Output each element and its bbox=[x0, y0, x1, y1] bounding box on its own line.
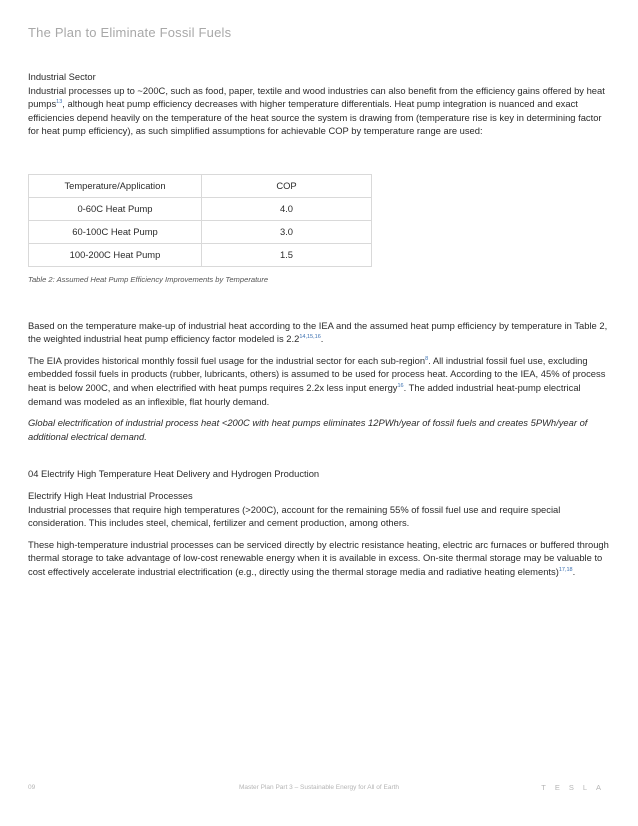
footnote-ref[interactable]: 17,18 bbox=[558, 566, 573, 573]
column-header: Temperature/Application bbox=[29, 174, 202, 197]
paragraph bbox=[28, 354, 610, 408]
footnote-ref[interactable]: 8 bbox=[425, 355, 429, 362]
table-cell: 3.0 bbox=[202, 220, 372, 243]
cop-table bbox=[28, 174, 372, 267]
paragraph bbox=[28, 319, 610, 346]
section-title: 04 Electrify High Temperature Heat Delivery and Hydrogen Production bbox=[28, 468, 320, 480]
text: . bbox=[572, 565, 576, 577]
paragraph bbox=[28, 538, 610, 579]
paragraph bbox=[28, 84, 610, 138]
text: , although heat pump efficiency decreases with higher temperature differentials. Heat pump integration is nuanced and exact efficiencies depend heavily on the temperature of the heat source the system is drawing from (temperature rise is key in determining factor for heat pump efficiency), as such simplified assumptions for achievable COP by temperature range are used: bbox=[28, 98, 602, 137]
table-row bbox=[29, 220, 372, 243]
column-header: COP bbox=[202, 174, 372, 197]
table-row bbox=[29, 197, 372, 220]
footnote-ref[interactable]: 14,15,16 bbox=[299, 334, 321, 341]
section-subheading: Electrify High Heat Industrial Processes bbox=[28, 489, 193, 501]
section-subheading: Industrial Sector bbox=[28, 71, 96, 82]
footer-title: Master Plan Part 3 – Sustainable Energy for All of Earth bbox=[238, 784, 400, 791]
tesla-logo: TESLA bbox=[541, 783, 610, 792]
table-row bbox=[29, 243, 372, 266]
footnote-ref[interactable]: 16 bbox=[397, 382, 404, 389]
text: These high-temperature industrial processes can be serviced directly by electric resistance heating, electric arc furnaces or buffered through thermal storage to take advantage of low-cost renewable energy when it is available in excess. On-site thermal storage may be valuable to cost effectively accelerate industrial electrification (e.g., directly using the thermal storage media and radiative heating elements) bbox=[28, 538, 609, 577]
footnote-ref[interactable]: 13 bbox=[56, 99, 63, 106]
table-caption: Table 2: Assumed Heat Pump Efficiency Improvements by Temperature bbox=[28, 274, 269, 284]
text: Industrial processes up to ~200C, such as food, paper, textile and wood industries can also benefit from the efficiency gains offered by heat pumps bbox=[28, 84, 605, 110]
text: . bbox=[320, 333, 324, 345]
table-cell: 100-200C Heat Pump bbox=[29, 243, 202, 266]
table-cell: 4.0 bbox=[202, 197, 372, 220]
table-cell: 60-100C Heat Pump bbox=[29, 220, 202, 243]
main-content bbox=[28, 70, 610, 578]
table-header-row bbox=[29, 174, 372, 197]
text: The EIA provides historical monthly fossil fuel usage for the industrial sector for each sub-region bbox=[28, 354, 426, 366]
page-number: 09 bbox=[28, 784, 36, 791]
text: . The added industrial heat-pump electrical demand was modeled as an inflexible, flat hourly demand. bbox=[28, 381, 581, 407]
page-header-title: The Plan to Eliminate Fossil Fuels bbox=[28, 25, 232, 40]
text: Based on the temperature make-up of industrial heat according to the IEA and the assumed heat pump efficiency by temperature in Table 2, the weighted industrial heat pump efficiency factor modeled is 2.2 bbox=[28, 319, 608, 345]
paragraph: Industrial processes that require high temperatures (>200C), account for the remaining 55% of fossil fuel use and require special consideration. This includes steel, chemical, fertilizer and cement production, among others. bbox=[28, 503, 561, 529]
table-cell: 0-60C Heat Pump bbox=[29, 197, 202, 220]
highlight-paragraph: Global electrification of industrial process heat <200C with heat pumps eliminates 12PWh/year of fossil fuels and creates 5PWh/year of additional electrical demand. bbox=[28, 417, 588, 442]
text: . All industrial fossil fuel use, excluding embedded fossil fuels in products (rubber, lubricants, others) is assumed to be used for process heat. According to the IEA, 45% of process heat is below 200C, and when electrified with heat pumps requires 2.2x less input energy bbox=[28, 354, 606, 393]
table-cell: 1.5 bbox=[202, 243, 372, 266]
